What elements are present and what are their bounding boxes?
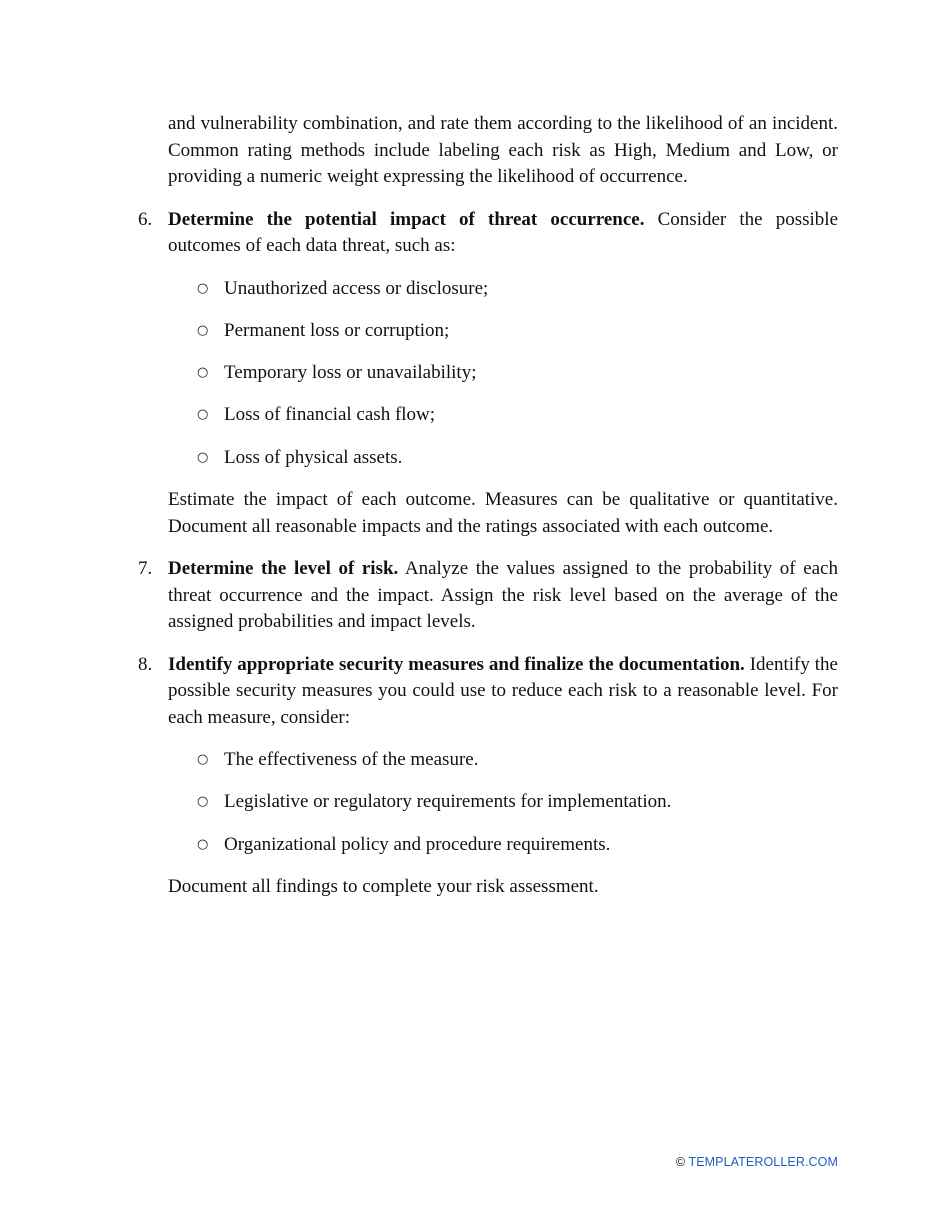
bullet-text: Loss of financial cash flow; (224, 404, 436, 426)
bullet-list (168, 747, 838, 858)
item-number: 8. (138, 653, 153, 675)
bullet-text: Permanent loss or corruption; (224, 319, 450, 341)
circle-bullet-icon: ○ (197, 794, 209, 810)
item-heading: Determine the level of risk. (168, 558, 399, 580)
circle-bullet-icon: ○ (197, 280, 209, 296)
bullet-list (168, 276, 838, 472)
list-item-7 (138, 556, 838, 636)
item-number: 7. (138, 558, 153, 580)
bullet-item (168, 789, 838, 816)
templateroller-link[interactable]: TEMPLATEROLLER.COM (688, 1155, 838, 1169)
item-heading: Identify appropriate security measures and finalize the documentation. (168, 653, 745, 675)
item-text (168, 207, 838, 260)
circle-bullet-icon: ○ (197, 322, 209, 338)
item-after-paragraph: Document all findings to complete your risk assessment. (168, 876, 599, 898)
bullet-text: Loss of physical assets. (224, 446, 403, 468)
bullet-text: Legislative or regulatory requirements for implementation. (224, 791, 672, 813)
copyright-icon: © (675, 1155, 686, 1169)
item-text (168, 652, 838, 732)
list-item-6 (138, 207, 838, 541)
circle-bullet-icon: ○ (197, 752, 209, 768)
item-body: Analyze the values assigned to the probability of each threat occurrence and the impact. Assign the risk level based on the average of the assigned probabilities and impact levels. (168, 558, 838, 633)
bullet-item (168, 832, 838, 859)
item-text (168, 556, 838, 636)
bullet-item (168, 747, 838, 774)
footer-watermark (676, 1155, 838, 1169)
intro-paragraph: and vulnerability combination, and rate them according to the likelihood of an incident. Common rating methods include labeling each risk as High, Medium and Low, or providing a numeric weight expressing the likelihood of occurrence. (168, 113, 838, 187)
circle-bullet-icon: ○ (197, 407, 209, 423)
bullet-text: Organizational policy and procedure requirements. (224, 833, 611, 855)
document-content (138, 111, 838, 901)
bullet-text: Temporary loss or unavailability; (224, 362, 477, 384)
bullet-item (168, 360, 838, 387)
circle-bullet-icon: ○ (197, 836, 209, 852)
bullet-item (168, 445, 838, 472)
bullet-item (168, 402, 838, 429)
circle-bullet-icon: ○ (197, 449, 209, 465)
bullet-text: Unauthorized access or disclosure; (224, 277, 489, 299)
item-body: Consider the possible outcomes of each data threat, such as: (168, 208, 838, 256)
item-heading: Determine the potential impact of threat occurrence. (168, 208, 645, 230)
bullet-item (168, 276, 838, 303)
bullet-item (168, 318, 838, 345)
item-after-paragraph: Estimate the impact of each outcome. Measures can be qualitative or quantitative. Document all reasonable impacts and the ratings associated with each outcome. (168, 489, 838, 537)
circle-bullet-icon: ○ (197, 365, 209, 381)
bullet-text: The effectiveness of the measure. (224, 749, 479, 771)
item-body: Identify the possible security measures you could use to reduce each risk to a reasonable level. For each measure, consider: (168, 653, 838, 728)
item-number: 6. (138, 208, 153, 230)
list-item-8 (138, 652, 838, 901)
